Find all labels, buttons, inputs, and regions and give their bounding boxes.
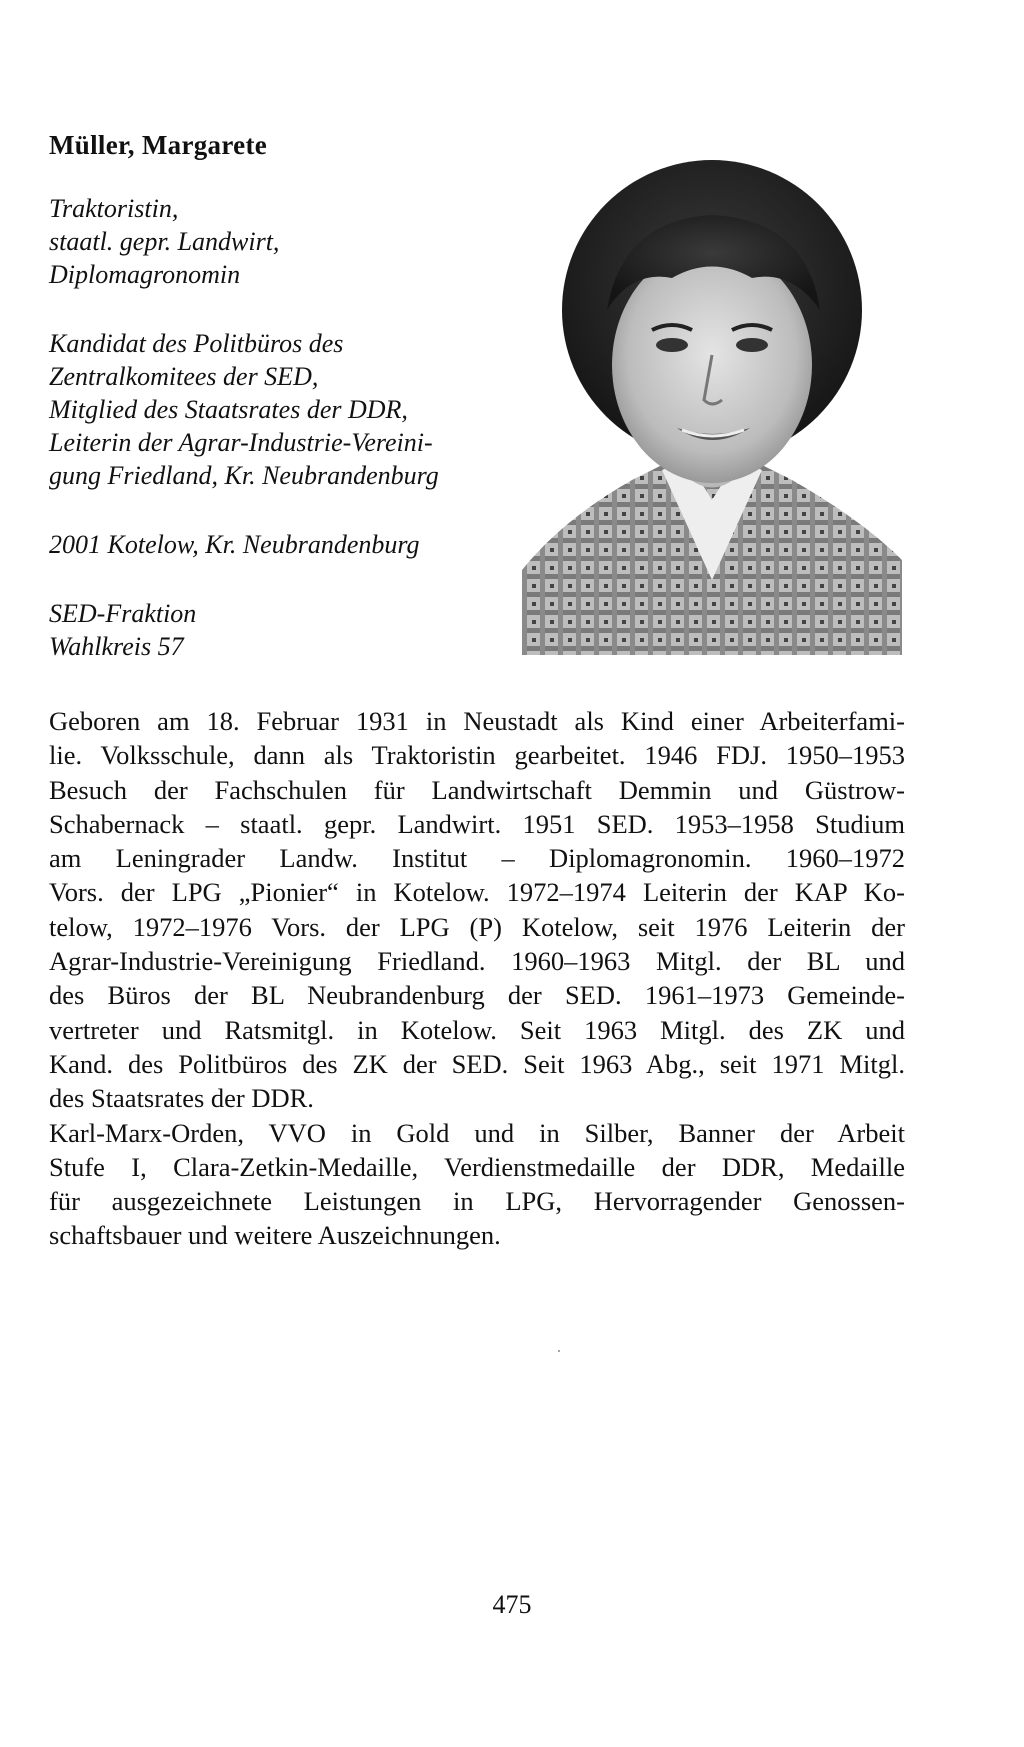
biography-line: vertreter und Ratsmitgl. in Kotelow. Seit 1963 Mitgl. des ZK und — [49, 1014, 905, 1045]
biography-line: Besuch der Fachschulen für Landwirtschaft Demmin und Güstrow- — [49, 774, 905, 805]
position-line: gung Friedland, Kr. Neubrandenburg — [49, 461, 439, 490]
position-line: Kandidat des Politbüros des — [49, 329, 344, 358]
position-line: Mitglied des Staatsrates der DDR, — [49, 395, 408, 424]
biography-line: am Leningrader Landw. Institut – Diplomagronomin. 1960–1972 — [49, 843, 905, 874]
biography-line: Kand. des Politbüros des ZK der SED. Seit 1963 Abg., seit 1971 Mitgl. — [49, 1048, 905, 1079]
position-line: Leiterin der Agrar-Industrie-Vereini- — [49, 428, 433, 457]
profession-line: Traktoristin, — [49, 194, 179, 223]
biography-text — [49, 704, 905, 1253]
faction-line: SED-Fraktion — [49, 599, 197, 628]
biography-line: Agrar-Industrie-Vereinigung Friedland. 1960–1963 Mitgl. der BL und — [49, 946, 905, 977]
address-block — [49, 528, 509, 561]
biography-line: lie. Volksschule, dann als Traktoristin gearbeitet. 1946 FDJ. 1950–1953 — [49, 740, 905, 771]
position-line: Zentralkomitees der SED, — [49, 362, 319, 391]
person-name: Müller, Margarete — [49, 130, 268, 160]
person-info — [49, 192, 509, 699]
portrait-image — [522, 160, 902, 655]
constituency-line: Wahlkreis 57 — [49, 632, 184, 661]
scan-speck — [558, 1350, 560, 1352]
biography-line: telow, 1972–1976 Vors. der LPG (P) Kotelow, seit 1976 Leiterin der — [49, 911, 905, 942]
awards-line: schaftsbauer und weitere Auszeichnungen. — [49, 1220, 501, 1251]
biography-line: Schabernack – staatl. gepr. Landwirt. 1951 SED. 1953–1958 Studium — [49, 808, 905, 839]
portrait-photo — [522, 160, 902, 655]
biography-line: Vors. der LPG „Pionier“ in Kotelow. 1972–1974 Leiterin der KAP Ko- — [49, 877, 905, 908]
awards-line: Stufe I, Clara-Zetkin-Medaille, Verdienstmedaille der DDR, Medaille — [49, 1151, 905, 1182]
professions-block — [49, 192, 509, 291]
address-line: 2001 Kotelow, Kr. Neubrandenburg — [49, 530, 420, 559]
biography-line: des Staatsrates der DDR. — [49, 1083, 314, 1114]
page-number: 475 — [492, 1590, 532, 1619]
awards-line: Karl-Marx-Orden, VVO in Gold und in Silber, Banner der Arbeit — [49, 1117, 905, 1148]
faction-block — [49, 597, 509, 663]
positions-block — [49, 327, 509, 492]
profession-line: Diplomagronomin — [49, 260, 241, 289]
profession-line: staatl. gepr. Landwirt, — [49, 227, 280, 256]
awards-line: für ausgezeichnete Leistungen in LPG, Hervorragender Genossen- — [49, 1186, 905, 1217]
biography-line: Geboren am 18. Februar 1931 in Neustadt als Kind einer Arbeiterfami- — [49, 706, 905, 736]
biography-line: des Büros der BL Neubrandenburg der SED. 1961–1973 Gemeinde- — [49, 980, 905, 1011]
